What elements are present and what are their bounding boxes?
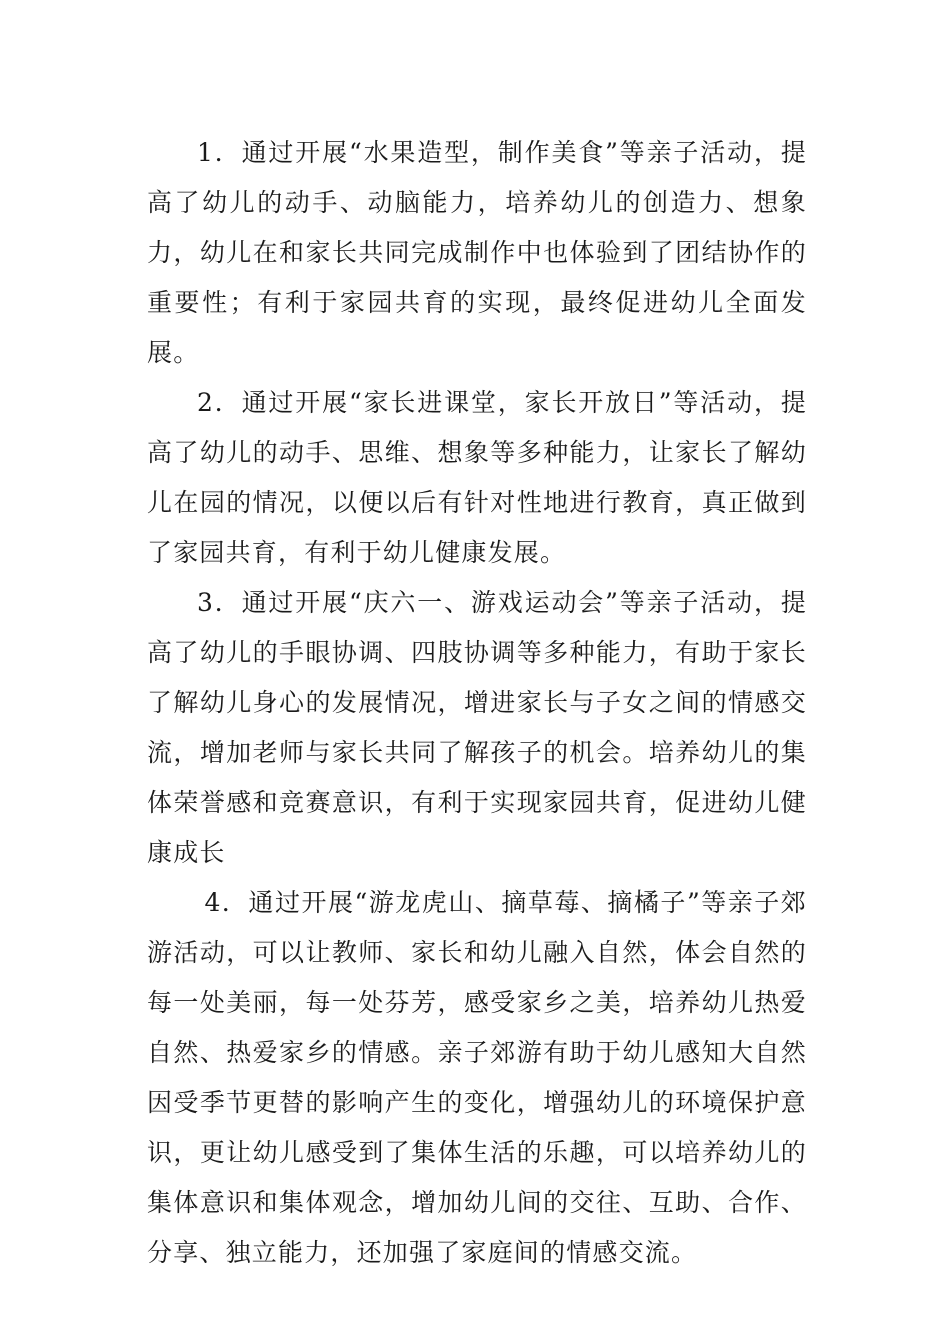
document-body xyxy=(147,128,807,1278)
paragraph-1: 1．通过开展“水果造型，制作美食”等亲子活动，提高了幼儿的动手、动脑能力，培养幼儿的创造力、想象力，幼儿在和家长共同完成制作中也体验到了团结协作的重要性；有利于家园共育的实现，最终促进幼儿全面发展。 xyxy=(147,138,807,367)
paragraph-2: 2．通过开展“家长进课堂，家长开放日”等活动，提高了幼儿的动手、思维、想象等多种能力，让家长了解幼儿在园的情况，以便以后有针对性地进行教育，真正做到了家园共育，有利于幼儿健康发展。 xyxy=(147,388,807,567)
paragraph-4: 4．通过开展“游龙虎山、摘草莓、摘橘子”等亲子郊游活动，可以让教师、家长和幼儿融入自然，体会自然的每一处美丽，每一处芬芳，感受家乡之美，培养幼儿热爱自然、热爱家乡的情感。亲子郊游有助于幼儿感知大自然因受季节更替的影响产生的变化，增强幼儿的环境保护意识，更让幼儿感受到了集体生活的乐趣，可以培养幼儿的集体意识和集体观念，增加幼儿间的交往、互助、合作、分享、独立能力，还加强了家庭间的情感交流。 xyxy=(147,888,807,1267)
paragraph-3: 3．通过开展“庆六一、游戏运动会”等亲子活动，提高了幼儿的手眼协调、四肢协调等多种能力，有助于家长了解幼儿身心的发展情况，增进家长与子女之间的情感交流，增加老师与家长共同了解孩子的机会。培养幼儿的集体荣誉感和竞赛意识，有利于实现家园共育，促进幼儿健康成长 xyxy=(147,588,807,867)
